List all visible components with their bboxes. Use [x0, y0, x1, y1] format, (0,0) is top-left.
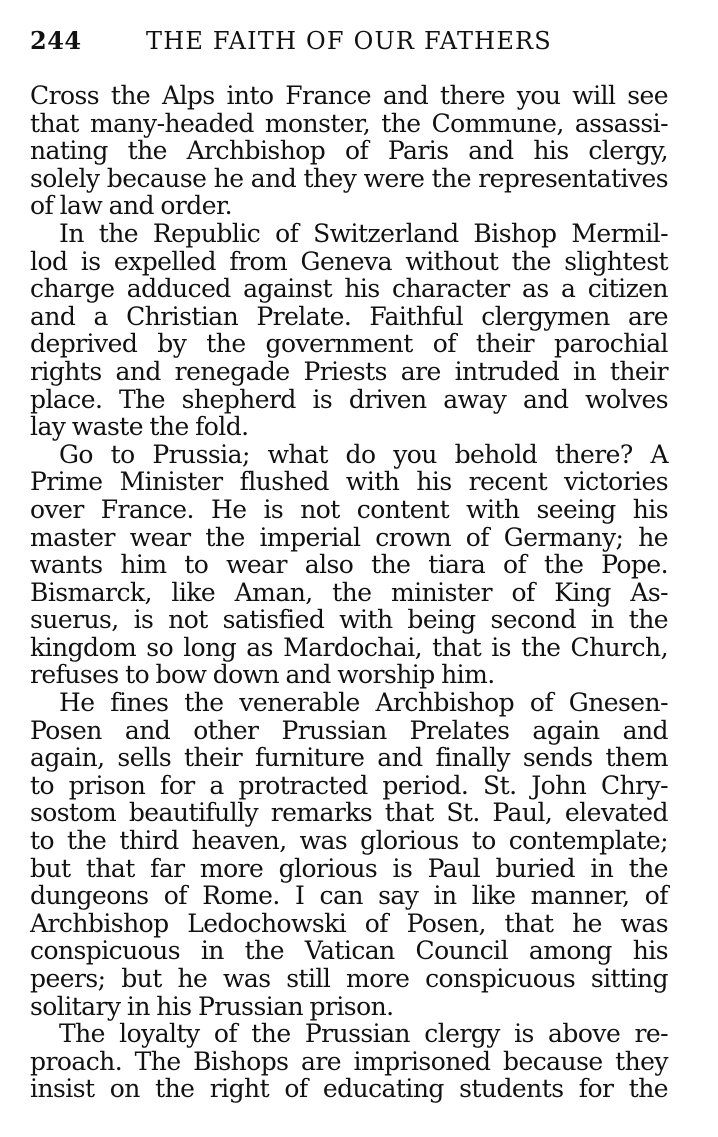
text-line: suerus, is not satisfied with being second in the	[30, 605, 668, 635]
text-line: charge adduced against his character as a citizen	[30, 274, 668, 304]
text-line: insist on the right of educating students for the	[30, 1074, 668, 1104]
text-line: Bismarck, like Aman, the minister of King As-	[30, 577, 668, 607]
text-line: proach. The Bishops are imprisoned because they	[30, 1046, 668, 1076]
paragraph	[30, 82, 668, 220]
paragraph	[30, 441, 668, 689]
text-line: again, sells their furniture and finally sends them	[30, 743, 668, 773]
text-line: and a Christian Prelate. Faithful clergymen are	[30, 301, 668, 331]
text-line: Cross the Alps into France and there you will see	[30, 81, 668, 110]
text-line: Go to Prussia; what do you behold there? A	[59, 439, 668, 469]
text-line: solitary in his Prussian prison.	[30, 991, 394, 1021]
text-line: He fines the venerable Archbishop of Gnesen-	[59, 688, 668, 718]
text-line: rights and renegade Priests are intruded in their	[30, 356, 668, 386]
text-line: Archbishop Ledochowski of Posen, that he was	[30, 908, 668, 938]
text-line: lay waste the fold.	[30, 412, 249, 442]
text-line: conspicuous in the Vatican Council among his	[30, 936, 668, 966]
paragraph	[30, 220, 668, 441]
text-line: place. The shepherd is driven away and wolves	[30, 384, 668, 414]
text-line: to prison for a protracted period. St. John Chry-	[30, 770, 668, 800]
text-line: kingdom so long as Mardochai, that is the Church,	[30, 632, 668, 662]
text-line: The loyalty of the Prussian clergy is above re-	[59, 1019, 668, 1049]
text-line: to the third heaven, was glorious to contemplate;	[30, 826, 668, 856]
running-header	[30, 24, 690, 58]
text-line: but that far more glorious is Paul buried in the	[30, 853, 668, 883]
text-line: lod is expelled from Geneva without the slightest	[30, 246, 668, 276]
text-line: sostom beautifully remarks that St. Paul, elevated	[30, 798, 668, 828]
text-line: refuses to bow down and worship him.	[30, 660, 495, 690]
text-line: master wear the imperial crown of Germany; he	[30, 522, 668, 552]
text-line: peers; but he was still more conspicuous sitting	[30, 964, 668, 993]
text-line: nating the Archbishop of Paris and his clergy,	[30, 136, 668, 166]
text-line: solely because he and they were the representatives	[30, 163, 668, 193]
running-title: THE FAITH OF OUR FATHERS	[146, 27, 552, 55]
text-line: wants him to wear also the tiara of the Pope.	[30, 550, 668, 580]
text-line: Prime Minister flushed with his recent victories	[30, 467, 668, 497]
text-line: dungeons of Rome. I can say in like manner, of	[30, 881, 668, 911]
paragraph	[30, 689, 668, 1020]
text-line: In the Republic of Switzerland Bishop Mermil-	[59, 218, 668, 248]
body-text	[30, 82, 668, 1103]
text-line: over France. He is not content with seeing his	[30, 494, 668, 524]
text-line: deprived by the government of their parochial	[30, 329, 668, 359]
text-line: Posen and other Prussian Prelates again and	[30, 715, 668, 745]
paragraph	[30, 1020, 668, 1103]
text-line: that many-headed monster, the Commune, assassi-	[30, 108, 668, 138]
page-number: 244	[30, 26, 82, 55]
text-line: of law and order.	[30, 191, 233, 221]
